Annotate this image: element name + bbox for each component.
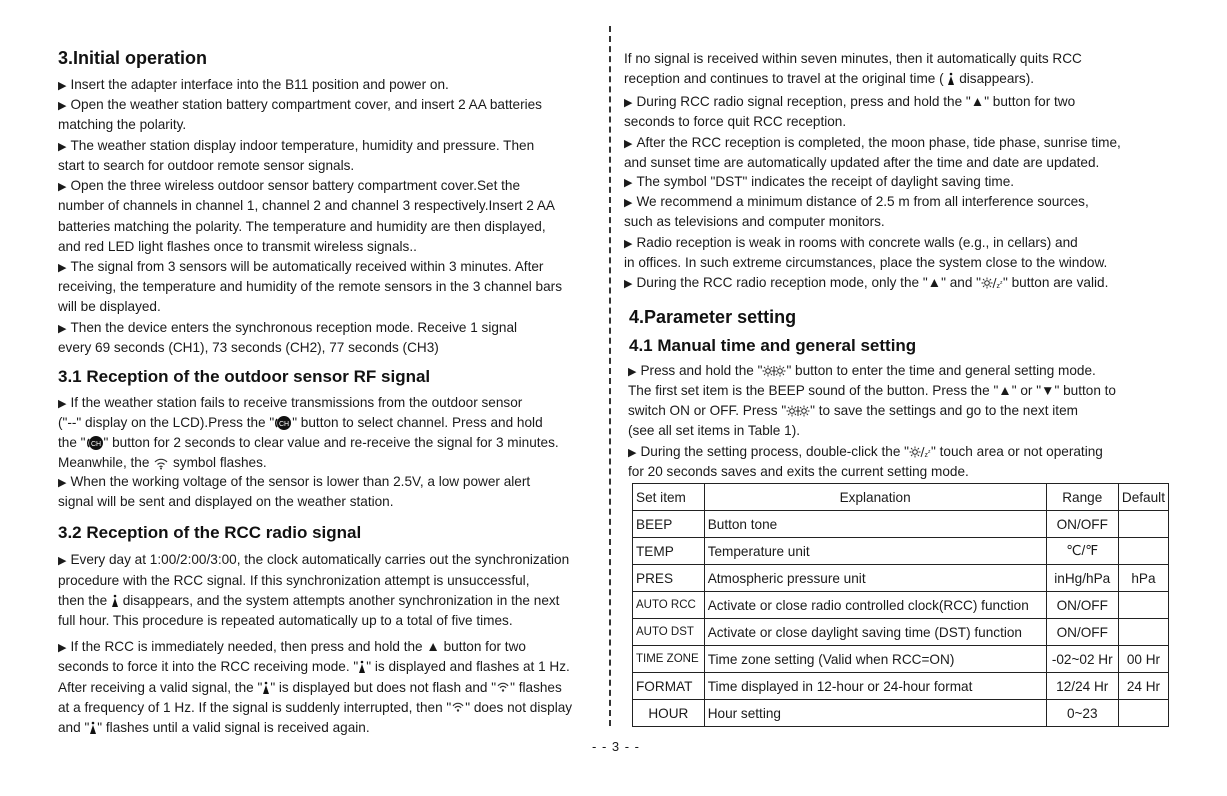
explanation-cell: Hour setting bbox=[704, 700, 1046, 727]
table-row bbox=[633, 646, 1169, 673]
section-3-2-heading: 3.2 Reception of the RCC radio signal bbox=[58, 523, 362, 542]
parameter-table bbox=[632, 483, 1169, 727]
bullet-icon: ▶ bbox=[58, 80, 67, 92]
bullet-icon: ▶ bbox=[58, 398, 67, 410]
paragraph: ▶ We recommend a minimum distance of 2.5 m from all interference sources, bbox=[624, 194, 1089, 209]
set-item-cell: TEMP bbox=[633, 538, 705, 565]
range-cell: ON/OFF bbox=[1046, 592, 1118, 619]
explanation-cell: Time zone setting (Valid when RCC=ON) bbox=[704, 646, 1046, 673]
svg-text:z: z bbox=[1000, 280, 1003, 287]
paragraph-line: for 20 seconds saves and exits the current setting mode. bbox=[628, 464, 969, 479]
paragraph-line: ("--" display on the LCD).Press the " CH " button to select channel. Press and hold bbox=[58, 415, 543, 430]
paragraph: ▶ Open the weather station battery compartment cover, and insert 2 AA batteries bbox=[58, 97, 542, 112]
table-header-row bbox=[633, 484, 1169, 511]
paragraph-line: every 69 seconds (CH1), 73 seconds (CH2), 77 seconds (CH3) bbox=[58, 340, 439, 355]
explanation-cell: Activate or close daylight saving time (DST) function bbox=[704, 619, 1046, 646]
set-item-cell: PRES bbox=[633, 565, 705, 592]
paragraph: ▶ The signal from 3 sensors will be automatically received within 3 minutes. After bbox=[58, 259, 544, 274]
paragraph-line: After receiving a valid signal, the " " is displayed but does not flash and " " flashes bbox=[58, 680, 562, 695]
paragraph-line: signal will be sent and displayed on the weather station. bbox=[58, 494, 394, 509]
bullet-icon: ▶ bbox=[628, 447, 637, 459]
rcc-wave-icon bbox=[496, 682, 510, 694]
default-cell bbox=[1118, 700, 1168, 727]
radio-tower-icon bbox=[947, 72, 955, 86]
table-row bbox=[633, 619, 1169, 646]
page-number: - - 3 - - bbox=[592, 739, 640, 754]
table-row bbox=[633, 592, 1169, 619]
paragraph-line: matching the polarity. bbox=[58, 117, 187, 132]
bullet-icon: ▶ bbox=[58, 477, 67, 489]
set-item-cell: BEEP bbox=[633, 511, 705, 538]
bullet-icon: ▶ bbox=[58, 141, 67, 153]
paragraph: ▶ During RCC radio signal reception, press and hold the "▲" button for two bbox=[624, 94, 1076, 109]
bullet-icon: ▶ bbox=[624, 238, 633, 250]
bullet-icon: ▶ bbox=[58, 181, 67, 193]
rcc-wave-icon bbox=[451, 702, 465, 714]
paragraph-line: such as televisions and computer monitors. bbox=[624, 214, 885, 229]
paragraph-line: and sunset time are automatically updated after the time and date are updated. bbox=[624, 155, 1100, 170]
section-3-1-heading: 3.1 Reception of the outdoor sensor RF signal bbox=[58, 367, 431, 386]
svg-text:z: z bbox=[924, 452, 928, 459]
paragraph-line: seconds to force quit RCC reception. bbox=[624, 114, 847, 129]
range-cell: 12/24 Hr bbox=[1046, 673, 1118, 700]
section-3-heading: 3.Initial operation bbox=[58, 48, 208, 68]
default-cell: 00 Hr bbox=[1118, 646, 1168, 673]
paragraph: ▶ During the setting process, double-click the " z z " touch area or not operating bbox=[628, 444, 1103, 459]
paragraph: ▶ Every day at 1:00/2:00/3:00, the clock automatically carries out the synchronization bbox=[58, 552, 570, 567]
svg-text:z: z bbox=[928, 449, 931, 456]
column-divider bbox=[609, 26, 611, 726]
explanation-cell: Atmospheric pressure unit bbox=[704, 565, 1046, 592]
bullet-icon: ▶ bbox=[58, 100, 67, 112]
paragraph-line: batteries matching the polarity. The temperature and humidity are then displayed, bbox=[58, 219, 546, 234]
default-cell: hPa bbox=[1118, 565, 1168, 592]
explanation-cell: Button tone bbox=[704, 511, 1046, 538]
bullet-icon: ▶ bbox=[58, 555, 67, 567]
svg-text:z: z bbox=[996, 283, 1001, 290]
table-row bbox=[633, 538, 1169, 565]
paragraph-line: reception and continues to travel at the original time ( disappears). bbox=[624, 71, 1035, 86]
range-cell: 0~23 bbox=[1046, 700, 1118, 727]
channel-button-icon bbox=[274, 415, 292, 431]
bullet-icon: ▶ bbox=[58, 262, 67, 274]
explanation-cell: Time displayed in 12-hour or 24-hour format bbox=[704, 673, 1046, 700]
radio-tower-icon bbox=[111, 594, 119, 608]
header-cell: Range bbox=[1046, 484, 1118, 511]
default-cell bbox=[1118, 511, 1168, 538]
default-cell bbox=[1118, 592, 1168, 619]
table-row bbox=[633, 565, 1169, 592]
default-cell: 24 Hr bbox=[1118, 673, 1168, 700]
explanation-cell: Temperature unit bbox=[704, 538, 1046, 565]
bullet-icon: ▶ bbox=[624, 278, 633, 290]
bullet-icon: ▶ bbox=[628, 366, 637, 378]
paragraph-line: the " CH " button for 2 seconds to clear value and re-receive the signal for 3 minutes. bbox=[58, 435, 559, 450]
paragraph: ▶ After the RCC reception is completed, the moon phase, tide phase, sunrise time, bbox=[624, 135, 1121, 150]
header-cell: Explanation bbox=[704, 484, 1046, 511]
paragraph: ▶ Open the three wireless outdoor sensor battery compartment cover.Set the bbox=[58, 178, 521, 193]
paragraph-line: start to search for outdoor remote sensor signals. bbox=[58, 158, 355, 173]
paragraph-line: number of channels in channel 1, channel 2 and channel 3 respectively.Insert 2 AA bbox=[58, 198, 555, 213]
bullet-icon: ▶ bbox=[58, 323, 67, 335]
paragraph-line: seconds to force it into the RCC receiving mode. " " is displayed and flashes at 1 Hz. bbox=[58, 659, 570, 674]
paragraph-line: Meanwhile, the symbol flashes. bbox=[58, 455, 267, 470]
header-cell: Set item bbox=[633, 484, 705, 511]
paragraph-line: receiving, the temperature and humidity of the remote sensors in the 3 channel bars bbox=[58, 279, 563, 294]
paragraph: ▶ Radio reception is weak in rooms with concrete walls (e.g., in cellars) and bbox=[624, 235, 1078, 250]
paragraph: ▶ Insert the adapter interface into the B11 position and power on. bbox=[58, 77, 449, 92]
paragraph-line: and red LED light flashes once to transmit wireless signals.. bbox=[58, 239, 417, 254]
table-row bbox=[633, 700, 1169, 727]
set-item-cell: AUTO RCC bbox=[633, 592, 705, 619]
paragraph: ▶ Then the device enters the synchronous reception mode. Receive 1 signal bbox=[58, 320, 518, 335]
section-4-1-heading: 4.1 Manual time and general setting bbox=[629, 336, 917, 355]
range-cell: -02~02 Hr bbox=[1046, 646, 1118, 673]
paragraph-line: switch ON or OFF. Press " " to save the settings and go to the next item bbox=[628, 403, 1078, 418]
sun-settings-icon bbox=[981, 277, 1003, 289]
table-row bbox=[633, 511, 1169, 538]
sun-settings-icon bbox=[909, 446, 931, 458]
default-cell bbox=[1118, 619, 1168, 646]
paragraph: ▶ If the weather station fails to receive transmissions from the outdoor sensor bbox=[58, 395, 523, 410]
paragraph: ▶ Press and hold the " " button to enter the time and general setting mode. bbox=[628, 363, 1096, 378]
bullet-icon: ▶ bbox=[624, 197, 633, 209]
bullet-icon: ▶ bbox=[624, 97, 633, 109]
paragraph-line: full hour. This procedure is repeated automatically up to a total of five times. bbox=[58, 613, 513, 628]
default-cell bbox=[1118, 538, 1168, 565]
range-cell: ℃/℉ bbox=[1046, 538, 1118, 565]
bullet-icon: ▶ bbox=[624, 177, 633, 189]
wifi-signal-icon bbox=[153, 457, 169, 470]
paragraph: ▶ During the RCC radio reception mode, only the "▲" and " z z " button are valid. bbox=[624, 275, 1109, 290]
set-item-cell: TIME ZONE bbox=[633, 646, 705, 673]
set-item-cell: HOUR bbox=[633, 700, 705, 727]
range-cell: ON/OFF bbox=[1046, 511, 1118, 538]
paragraph-line: The first set item is the BEEP sound of the button. Press the "▲" or "▼" button to bbox=[628, 383, 1116, 398]
svg-text:CH: CH bbox=[279, 421, 290, 429]
paragraph: ▶ When the working voltage of the sensor is lower than 2.5V, a low power alert bbox=[58, 474, 531, 489]
range-cell: inHg/hPa bbox=[1046, 565, 1118, 592]
paragraph-line: If no signal is received within seven minutes, then it automatically quits RCC bbox=[624, 51, 1082, 66]
bullet-icon: ▶ bbox=[624, 138, 633, 150]
paragraph: ▶ If the RCC is immediately needed, then press and hold the ▲ button for two bbox=[58, 639, 526, 654]
paragraph: ▶ The symbol "DST" indicates the receipt of daylight saving time. bbox=[624, 174, 1015, 189]
paragraph-line: (see all set items in Table 1). bbox=[628, 423, 801, 438]
paragraph-line: procedure with the RCC signal. If this synchronization attempt is unsuccessful, bbox=[58, 573, 530, 588]
range-cell: ON/OFF bbox=[1046, 619, 1118, 646]
header-cell: Default bbox=[1118, 484, 1168, 511]
paragraph-line: will be displayed. bbox=[58, 299, 161, 314]
settings-button-icon bbox=[762, 365, 786, 377]
paragraph-line: in offices. In such extreme circumstances, place the system close to the window. bbox=[624, 255, 1108, 270]
section-4-heading: 4.Parameter setting bbox=[629, 307, 797, 327]
set-item-cell: FORMAT bbox=[633, 673, 705, 700]
paragraph-line: at a frequency of 1 Hz. If the signal is suddenly interrupted, then " " does not display bbox=[58, 700, 573, 715]
paragraph-line: and " " flashes until a valid signal is received again. bbox=[58, 720, 370, 735]
table-row bbox=[633, 673, 1169, 700]
bullet-icon: ▶ bbox=[58, 642, 67, 654]
set-item-cell: AUTO DST bbox=[633, 619, 705, 646]
explanation-cell: Activate or close radio controlled clock(RCC) function bbox=[704, 592, 1046, 619]
channel-button-icon bbox=[86, 435, 104, 451]
svg-text:CH: CH bbox=[90, 441, 101, 449]
settings-button-icon bbox=[786, 405, 810, 417]
paragraph-line: then the disappears, and the system attempts another synchronization in the next bbox=[58, 593, 560, 608]
paragraph: ▶ The weather station display indoor temperature, humidity and pressure. Then bbox=[58, 138, 535, 153]
